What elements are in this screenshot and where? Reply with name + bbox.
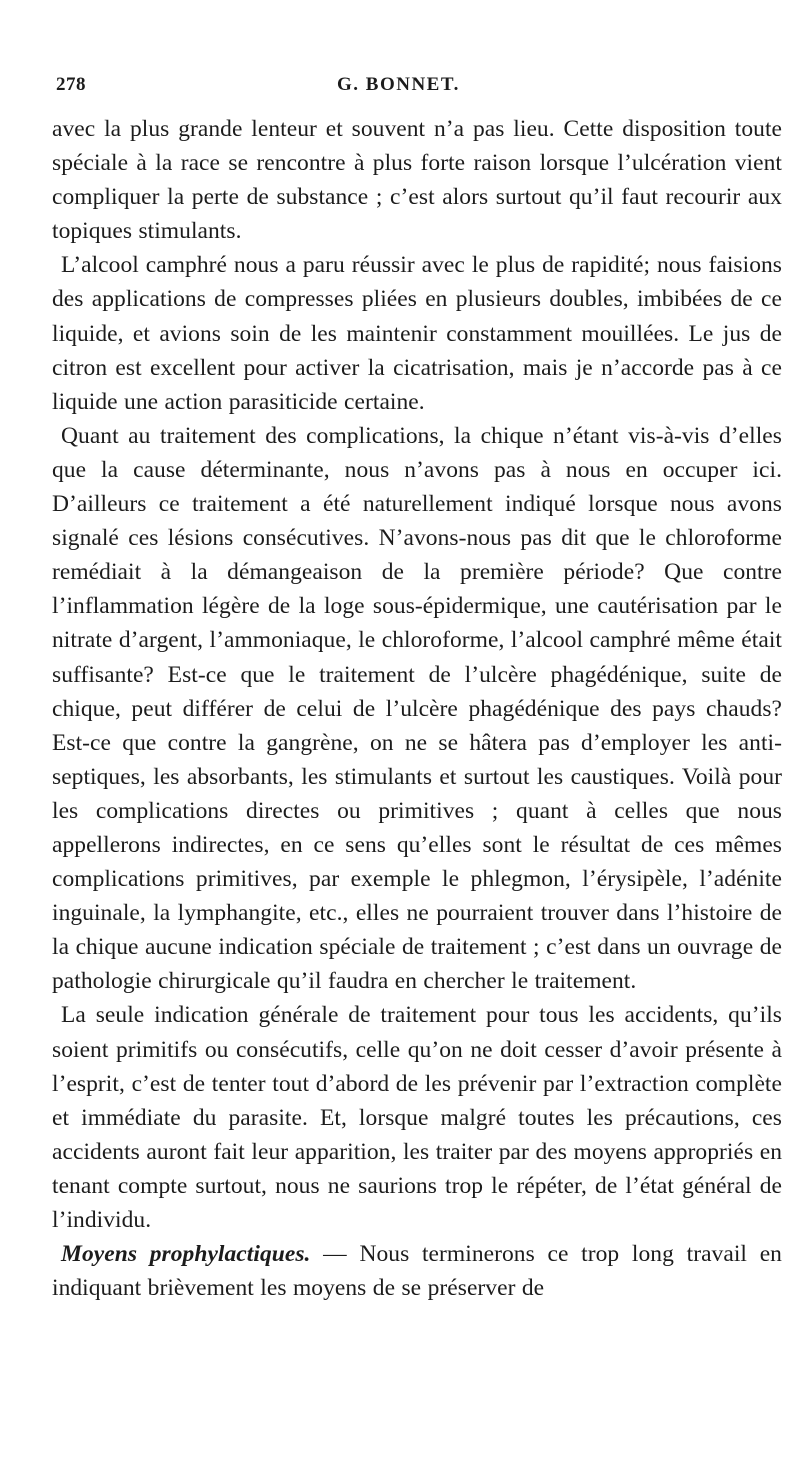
running-head — [52, 70, 782, 102]
section-lead-text: — Nous terminerons ce trop long travail en indiquant brièvement les moyens de se préserver de — [52, 1241, 782, 1302]
paragraph-alcool-camphre: L’alcool camphré nous a paru réussir avec le plus de rapidité; nous faisions des applications de compresses pliées en plusieurs doubles, imbibées de ce liquide, et avions soin de les maintenir constamment mouillées. Le jus de citron est excellent pour activer la cicatrisation, mais je n’accorde pas à ce liquide une action parasiticide certaine. — [52, 252, 782, 415]
book-page — [52, 70, 782, 1305]
paragraph-indication-generale: La seule indication générale de traitement pour tous les accidents, qu’ils soient primitifs ou consécutifs, celle qu’on ne doit cesser d’avoir présente à l’esprit, c’est de tenter tout d’abord de les prévenir par l’extraction complète et immédiate du parasite. Et, lorsque malgré toutes les précautions, ces accidents auront fait leur apparition, les traiter par des moyens appropriés en tenant compte surtout, nous ne saurions trop le répéter, de l’état général de l’individu. — [52, 1002, 782, 1233]
section-lead-moyens-prophylactiques: Moyens prophylactiques. — [61, 1241, 311, 1268]
paragraph-prophylaxie — [52, 1237, 782, 1305]
running-head-author: G. BONNET. — [337, 74, 460, 95]
page-number: 278 — [56, 74, 86, 95]
paragraph-complications: Quant au traitement des complications, la chique n’étant vis-à-vis d’elles que la cause déterminante, nous n’avons pas à nous en occuper ici. D’ailleurs ce traitement a été naturellement indiqué lorsque nous avons signalé ces lésions consécutives. N’avons-nous pas dit que le chloroforme remédiait à la démangeaison de la première période? Que contre l’inflammation légère de la loge sous-épidermique, une cautérisation par le nitrate d’argent, l’ammoniaque, le chloroforme, l’alcool camphré même était suffisante? Est-ce que le traitement de l’ulcère phagédénique, suite de chique, peut différer de celui de l’ulcère phagédénique des pays chauds? Est-ce que contre la gangrène, on ne se hâtera pas d’employer les anti-septiques, les absorbants, les stimulants et surtout les caustiques. Voilà pour les complications directes ou primitives ; quant à celles que nous appellerons indirectes, en ce sens qu’elles sont le résultat de ces mêmes complications primitives, par exemple le phlegmon, l’érysipèle, l’adénite inguinale, la lymphangite, etc., elles ne pourraient trouver dans l’histoire de la chique aucune indication spéciale de traitement ; c’est dans un ouvrage de pathologie chirurgicale qu’il faudra en chercher le traitement. — [52, 422, 782, 995]
paragraph-continuation: avec la plus grande lenteur et souvent n’a pas lieu. Cette disposition toute spéciale à la race se rencontre à plus forte raison lorsque l’ulcération vient compliquer la perte de substance ; c’est alors surtout qu’il faut recourir aux topiques stimulants. — [52, 116, 782, 245]
body-text — [52, 112, 782, 1305]
